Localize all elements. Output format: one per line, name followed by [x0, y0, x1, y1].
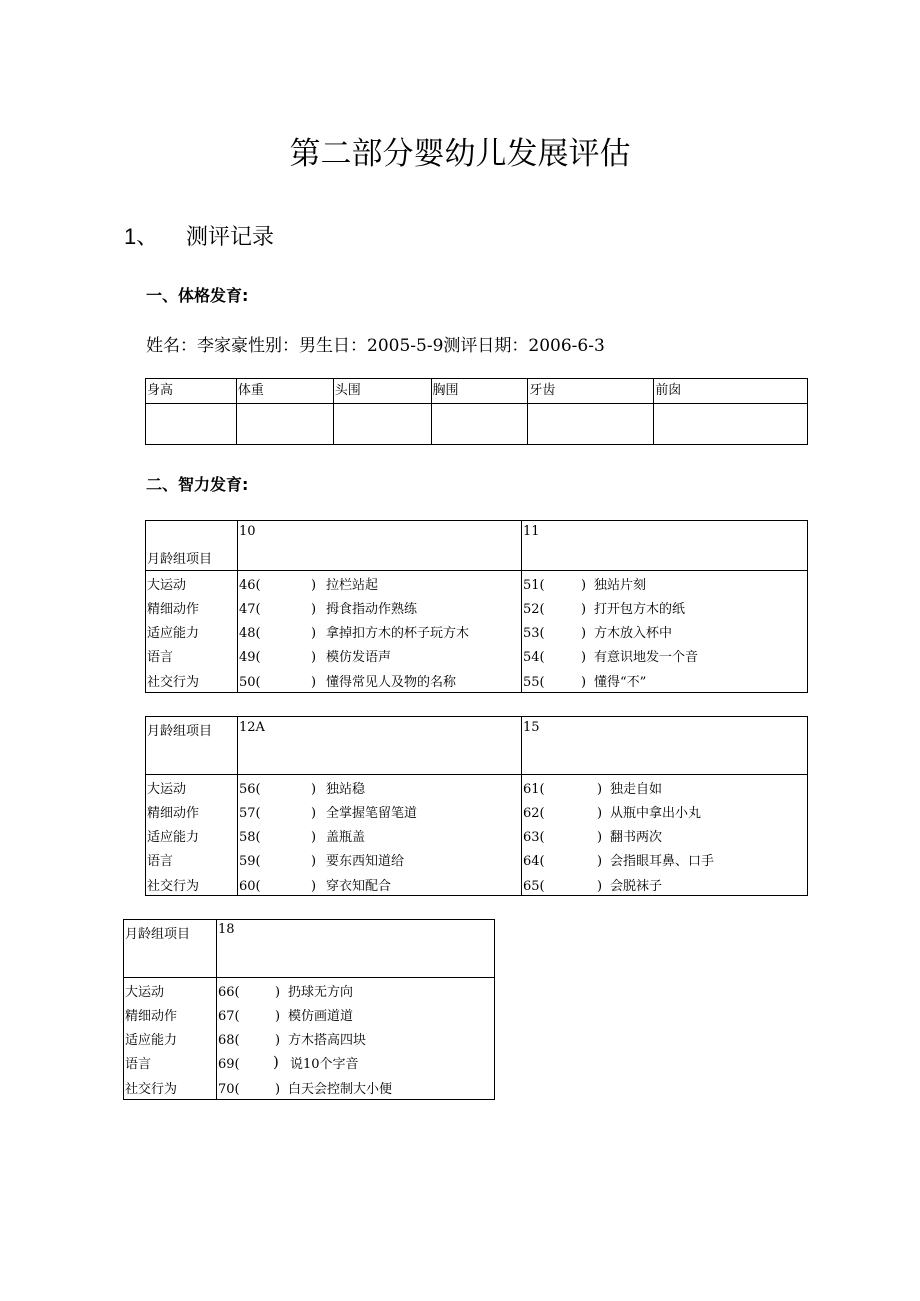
item-paren: ) — [275, 1082, 281, 1097]
item-text: 说10个字音 — [290, 1057, 359, 1072]
item-paren: ) — [597, 879, 603, 894]
age-group-label: 15 — [523, 720, 540, 735]
age-group-label: 18 — [218, 922, 235, 937]
item-paren: ) — [275, 1033, 281, 1048]
item-code: 49( — [239, 650, 261, 665]
item-code: 59( — [239, 854, 261, 869]
category-language: 语言 — [147, 650, 174, 665]
item-paren: ) — [581, 675, 587, 690]
mental-heading: 二、智力发育: — [146, 475, 249, 494]
value-chest-circumference[interactable] — [431, 404, 528, 445]
category-gross-motor: 大运动 — [147, 578, 187, 593]
row-header: 月龄组项目 — [147, 552, 213, 567]
item-paren: ) — [311, 578, 317, 593]
item-text: 懂得“不” — [594, 675, 647, 690]
item-text: 独走自如 — [610, 782, 663, 797]
item-code: 48( — [239, 626, 261, 641]
item-text: 拇食指动作熟练 — [326, 602, 418, 617]
item-paren: ) — [311, 602, 317, 617]
item-code: 66( — [218, 985, 240, 1000]
item-code: 56( — [239, 782, 261, 797]
item-code: 62( — [523, 806, 545, 821]
item-code: 54( — [523, 650, 545, 665]
value-fontanelle[interactable] — [654, 404, 808, 445]
item-paren: ) — [581, 602, 587, 617]
category-gross-motor: 大运动 — [147, 782, 187, 797]
header-teeth: 牙齿 — [528, 379, 654, 404]
item-paren: ) — [581, 578, 587, 593]
item-paren: ) — [581, 650, 587, 665]
item-paren: ) — [597, 830, 603, 845]
item-paren: ) — [597, 806, 603, 821]
item-code: 70( — [218, 1082, 240, 1097]
value-head-circumference[interactable] — [333, 404, 431, 445]
category-adaptive: 适应能力 — [125, 1033, 178, 1048]
item-text: 拿掉扣方木的杯子玩方木 — [326, 626, 470, 641]
item-code: 69( — [218, 1057, 240, 1072]
category-language: 语言 — [125, 1057, 152, 1072]
header-height: 身高 — [146, 379, 237, 404]
item-text: 全掌握笔留笔道 — [326, 806, 418, 821]
item-code: 46( — [239, 578, 261, 593]
item-paren: ) — [581, 626, 587, 641]
item-text: 白天会控制大小便 — [288, 1082, 393, 1097]
age-group-label: 10 — [239, 524, 256, 539]
category-fine-motor: 精细动作 — [147, 806, 200, 821]
item-text: 方木搭高四块 — [288, 1033, 367, 1048]
child-info-line: 姓名：李家豪性别：男生日：2005-5-9测评日期：2006-6-3 — [146, 336, 605, 356]
item-code: 67( — [218, 1009, 240, 1024]
category-adaptive: 适应能力 — [147, 830, 200, 845]
item-text: 扔球无方向 — [288, 985, 354, 1000]
item-code: 61( — [523, 782, 545, 797]
item-paren: ) — [311, 879, 317, 894]
item-paren: ) — [311, 782, 317, 797]
item-paren: ) — [597, 782, 603, 797]
category-gross-motor: 大运动 — [125, 985, 165, 1000]
item-code: 64( — [523, 854, 545, 869]
section-number: 1、 — [124, 224, 159, 249]
item-text: 穿衣知配合 — [326, 879, 392, 894]
item-text: 方木放入杯中 — [594, 626, 673, 641]
item-paren: ) — [311, 675, 317, 690]
header-fontanelle: 前囱 — [654, 379, 808, 404]
item-code: 47( — [239, 602, 261, 617]
item-text: 打开包方木的纸 — [594, 602, 686, 617]
item-text: 懂得常见人及物的名称 — [326, 675, 457, 690]
item-text: 从瓶中拿出小丸 — [610, 806, 702, 821]
category-fine-motor: 精细动作 — [147, 602, 200, 617]
item-paren: ) — [275, 985, 281, 1000]
item-paren: ) — [311, 806, 317, 821]
item-code: 68( — [218, 1033, 240, 1048]
item-code: 52( — [523, 602, 545, 617]
age-group-label: 12A — [239, 720, 265, 735]
age-group-label: 11 — [523, 524, 540, 539]
physical-heading: 一、体格发育: — [146, 286, 249, 305]
row-header: 月龄组项目 — [125, 927, 191, 942]
category-social: 社交行为 — [125, 1082, 178, 1097]
category-language: 语言 — [147, 854, 174, 869]
item-code: 51( — [523, 578, 545, 593]
item-code: 65( — [523, 879, 545, 894]
value-teeth[interactable] — [528, 404, 654, 445]
item-text: 拉栏站起 — [326, 578, 379, 593]
value-height[interactable] — [146, 404, 237, 445]
item-paren: ) — [275, 1009, 281, 1024]
category-fine-motor: 精细动作 — [125, 1009, 178, 1024]
item-paren: ) — [311, 626, 317, 641]
item-paren: ) — [597, 854, 603, 869]
header-weight: 体重 — [236, 379, 333, 404]
item-text: 会指眼耳鼻、口手 — [610, 854, 715, 869]
item-paren: ) — [311, 854, 317, 869]
item-code: 57( — [239, 806, 261, 821]
mental-table-12a-15 — [145, 716, 808, 896]
row-header: 月龄组项目 — [147, 724, 213, 739]
item-text: 模仿画道道 — [288, 1009, 354, 1024]
page-title: 第二部分婴幼儿发展评估 — [289, 136, 631, 172]
item-text: 要东西知道给 — [326, 854, 405, 869]
header-chest-circumference: 胸围 — [431, 379, 528, 404]
item-code: 58( — [239, 830, 261, 845]
category-social: 社交行为 — [147, 675, 200, 690]
section-label: 测评记录 — [186, 225, 275, 250]
item-code: 50( — [239, 675, 261, 690]
item-code: 63( — [523, 830, 545, 845]
header-head-circumference: 头围 — [333, 379, 431, 404]
item-paren: ) — [311, 650, 317, 665]
item-text: 有意识地发一个音 — [594, 650, 699, 665]
item-code: 60( — [239, 879, 261, 894]
item-code: 55( — [523, 675, 545, 690]
item-text: 会脱袜子 — [610, 879, 663, 894]
category-adaptive: 适应能力 — [147, 626, 200, 641]
category-social: 社交行为 — [147, 879, 200, 894]
section-heading — [124, 220, 274, 251]
item-text: 独站稳 — [326, 782, 366, 797]
item-text: 模仿发语声 — [326, 650, 392, 665]
mental-table-18 — [123, 919, 495, 1100]
item-text: 盖瓶盖 — [326, 830, 366, 845]
value-weight[interactable] — [236, 404, 333, 445]
item-text: 独站片刻 — [594, 578, 647, 593]
physical-table — [145, 378, 808, 445]
item-paren: ) — [273, 1053, 279, 1071]
item-code: 53( — [523, 626, 545, 641]
item-paren: ) — [311, 830, 317, 845]
mental-table-10-11 — [145, 520, 808, 693]
item-text: 翻书两次 — [610, 830, 663, 845]
